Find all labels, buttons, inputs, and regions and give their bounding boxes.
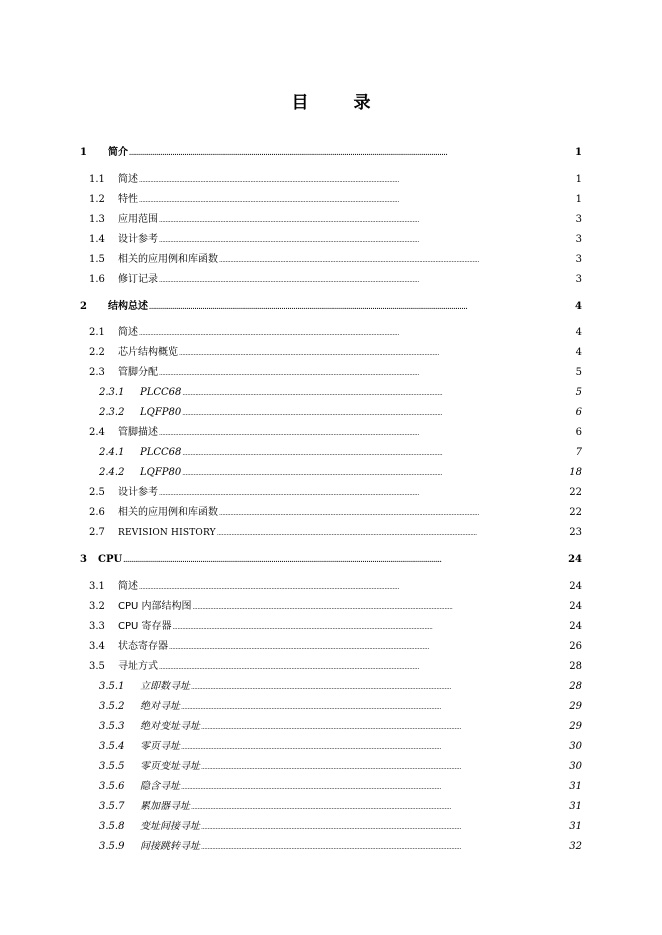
toc-title: 设计参考 (118, 487, 158, 498)
toc-entry[interactable] (99, 759, 582, 775)
toc-number: 1 (80, 147, 87, 158)
toc-entry[interactable] (99, 779, 582, 795)
toc-title: 简介 (108, 147, 128, 158)
toc-entry[interactable] (89, 505, 582, 521)
toc-entry[interactable] (89, 579, 582, 595)
toc-leader (159, 272, 575, 288)
toc-title: 简述 (118, 327, 138, 338)
toc-title: 相关的应用例和库函数 (118, 254, 218, 265)
toc-number: 2.5 (89, 487, 105, 498)
toc-entry[interactable] (89, 485, 582, 501)
toc-page: 4 (575, 301, 582, 312)
toc-entry[interactable] (89, 212, 582, 228)
toc-title: CPU (98, 554, 123, 565)
toc-title: CPU 寄存器 (118, 621, 172, 632)
toc-entry[interactable] (99, 719, 582, 735)
toc-leader (169, 639, 568, 655)
toc-page: 24 (568, 554, 582, 565)
toc-title: CPU 内部结构图 (118, 601, 192, 612)
toc-number: 1.4 (89, 234, 105, 245)
toc-number: 3 (80, 554, 87, 565)
toc-title: 累加器寻址 (140, 801, 190, 812)
toc-page: 18 (569, 467, 582, 478)
toc-leader (149, 299, 574, 315)
toc-title: 绝对变址寻址 (140, 721, 200, 732)
page-title: 目 录 (291, 93, 385, 113)
toc-page: 28 (569, 661, 582, 672)
toc-number: 1.2 (89, 194, 105, 205)
toc-entry[interactable] (80, 145, 582, 161)
toc-number: 3.3 (89, 621, 105, 632)
toc-number: 2.3 (89, 367, 105, 378)
toc-number: 3.5.1 (99, 681, 125, 692)
toc-entry[interactable] (89, 272, 582, 288)
toc-number: 2.4.1 (99, 447, 125, 458)
toc-leader (182, 405, 574, 421)
toc-entry[interactable] (99, 385, 582, 401)
toc-page: 4 (575, 347, 582, 358)
toc-entry[interactable] (89, 659, 582, 675)
toc-page: 24 (569, 621, 582, 632)
toc-page: 29 (569, 721, 582, 732)
toc-page: 3 (575, 214, 582, 225)
toc-title: REVISION HISTORY (118, 528, 216, 538)
toc-leader (129, 145, 574, 161)
toc-leader (139, 172, 575, 188)
toc-page: 6 (575, 407, 582, 418)
toc-leader (217, 525, 568, 541)
toc-page: 1 (575, 147, 582, 158)
toc-leader (159, 425, 575, 441)
toc-number: 1.5 (89, 254, 105, 265)
toc-number: 3.5.6 (99, 781, 125, 792)
toc-page: 3 (575, 254, 582, 265)
toc-leader (139, 325, 575, 341)
toc-number: 3.5.3 (99, 721, 125, 732)
toc-title: 零页变址寻址 (140, 761, 200, 772)
toc-leader (193, 599, 569, 615)
toc-number: 2.3.2 (99, 407, 125, 418)
toc-title: 间接跳转寻址 (140, 841, 200, 852)
toc-page: 22 (569, 507, 582, 518)
toc-entry[interactable] (99, 405, 582, 421)
toc-title: LQFP80 (140, 407, 182, 418)
toc-page: 5 (575, 367, 582, 378)
toc-title: 变址间接寻址 (140, 821, 200, 832)
toc-title: 芯片结构概览 (118, 347, 178, 358)
toc-number: 3.5.4 (99, 741, 125, 752)
toc-leader (219, 252, 575, 268)
toc-leader (139, 192, 575, 208)
toc-title: LQFP80 (140, 467, 182, 478)
toc-entry[interactable] (99, 739, 582, 755)
toc-page: 31 (569, 781, 582, 792)
toc-page: 31 (569, 821, 582, 832)
toc-leader (191, 679, 568, 695)
toc-number: 2.7 (89, 527, 105, 538)
toc-leader (181, 699, 568, 715)
toc-page: 3 (575, 234, 582, 245)
toc-leader (159, 659, 568, 675)
toc-page: 32 (569, 841, 582, 852)
toc-number: 3.5.2 (99, 701, 125, 712)
toc-number: 1.1 (89, 174, 105, 185)
toc-page: 24 (569, 581, 582, 592)
toc-title: PLCC68 (140, 447, 182, 458)
toc-entry[interactable] (99, 799, 582, 815)
toc-leader (182, 385, 574, 401)
toc-leader (191, 799, 568, 815)
toc-leader (201, 759, 568, 775)
toc-entry[interactable] (99, 465, 582, 481)
toc-entry[interactable] (89, 619, 582, 635)
toc-number: 1.6 (89, 274, 105, 285)
toc-title: 寻址方式 (118, 661, 158, 672)
toc-leader (159, 232, 575, 248)
toc-number: 2.2 (89, 347, 105, 358)
toc-title: 简述 (118, 581, 138, 592)
toc-page: 1 (575, 194, 582, 205)
toc-leader (181, 739, 568, 755)
toc-entry[interactable] (99, 445, 582, 461)
toc-page: 7 (575, 447, 582, 458)
toc-number: 3.2 (89, 601, 105, 612)
toc-entry[interactable] (89, 525, 582, 541)
toc-title: 管脚描述 (118, 427, 158, 438)
toc-title: 绝对寻址 (140, 701, 180, 712)
toc-page: 30 (569, 741, 582, 752)
toc-number: 2.4 (89, 427, 105, 438)
toc-page: 24 (569, 601, 582, 612)
toc-number: 3.5 (89, 661, 105, 672)
toc-number: 2.3.1 (99, 387, 125, 398)
toc-title: 结构总述 (108, 301, 148, 312)
toc-page: 4 (575, 327, 582, 338)
toc-title: 简述 (118, 174, 138, 185)
toc-page: 5 (575, 387, 582, 398)
toc-entry[interactable] (99, 699, 582, 715)
toc-entry[interactable] (89, 365, 582, 381)
toc-number: 1.3 (89, 214, 105, 225)
toc-page: 23 (569, 527, 582, 538)
toc-title: 相关的应用例和库函数 (118, 507, 218, 518)
toc-number: 2 (80, 301, 87, 312)
toc-title: 管脚分配 (118, 367, 158, 378)
toc-title: 隐含寻址 (140, 781, 180, 792)
toc-number: 2.4.2 (99, 467, 125, 478)
toc-page: 26 (569, 641, 582, 652)
toc-entry[interactable] (89, 325, 582, 341)
toc-number: 2.1 (89, 327, 105, 338)
toc-page: 28 (569, 681, 582, 692)
toc-title: 状态寄存器 (118, 641, 168, 652)
toc-page: 29 (569, 701, 582, 712)
toc-page: 22 (569, 487, 582, 498)
toc-leader (159, 212, 575, 228)
toc-leader (159, 365, 575, 381)
toc-entry[interactable] (89, 252, 582, 268)
toc-number: 3.1 (89, 581, 105, 592)
toc-leader (139, 579, 568, 595)
toc-entry[interactable] (89, 232, 582, 248)
toc-entry[interactable] (89, 599, 582, 615)
toc-entry[interactable] (80, 552, 582, 568)
toc-number: 3.4 (89, 641, 105, 652)
toc-title: 立即数寻址 (140, 681, 190, 692)
toc-entry[interactable] (99, 819, 582, 835)
toc-number: 3.5.9 (99, 841, 125, 852)
toc-leader (201, 819, 568, 835)
toc-leader (123, 552, 567, 568)
toc-title: 特性 (118, 194, 138, 205)
toc-entry[interactable] (99, 839, 582, 855)
toc-leader (181, 779, 568, 795)
toc-page: 3 (575, 274, 582, 285)
toc-entry[interactable] (99, 679, 582, 695)
toc-leader (201, 719, 568, 735)
toc-page: 1 (575, 174, 582, 185)
toc-leader (173, 619, 569, 635)
toc-page: 31 (569, 801, 582, 812)
toc-leader (219, 505, 568, 521)
toc-title: 设计参考 (118, 234, 158, 245)
toc-entry[interactable] (80, 299, 582, 315)
toc-number: 3.5.5 (99, 761, 125, 772)
toc-entry[interactable] (89, 172, 582, 188)
toc-entry[interactable] (89, 425, 582, 441)
toc-entry[interactable] (89, 639, 582, 655)
toc-title: 应用范围 (118, 214, 158, 225)
toc-page: 30 (569, 761, 582, 772)
toc-entry[interactable] (89, 345, 582, 361)
toc-title: PLCC68 (140, 387, 182, 398)
toc-leader (201, 839, 568, 855)
toc-leader (179, 345, 575, 361)
toc-leader (159, 485, 568, 501)
toc-leader (182, 465, 568, 481)
toc-leader (182, 445, 574, 461)
toc-page: 6 (575, 427, 582, 438)
toc-title: 修订记录 (118, 274, 158, 285)
toc-number: 3.5.8 (99, 821, 125, 832)
toc-entry[interactable] (89, 192, 582, 208)
toc-number: 2.6 (89, 507, 105, 518)
toc-title: 零页寻址 (140, 741, 180, 752)
toc-number: 3.5.7 (99, 801, 125, 812)
